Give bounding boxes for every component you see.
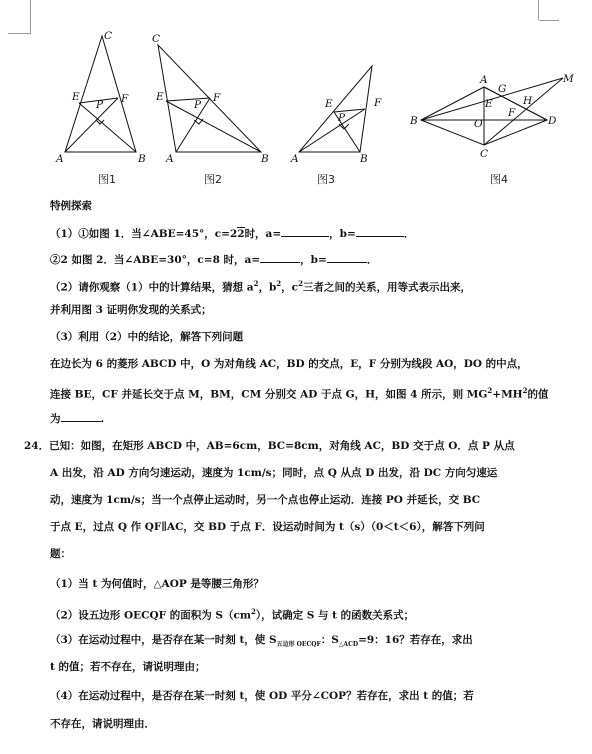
fig3-point-label: A <box>291 153 299 165</box>
question-24-line-5: 题： <box>50 548 71 560</box>
fig4-point-label: C <box>480 148 489 160</box>
figure-4-caption: 图4 <box>490 173 508 186</box>
question-24-line-2: A 出发，沿 AD 方向匀速运动，速度为 1cm/s；同时，点 Q 从点 D 出发，沿 DC 方向匀速运 <box>50 467 498 479</box>
answer-blank[interactable] <box>356 225 404 237</box>
q3-text: 连接 BE，CF 并延长交于点 M，BM，CM 分别交 AD 于点 G，H，如图 4 所示，则 MG <box>50 388 488 401</box>
figure-3-caption: 图3 <box>317 173 335 186</box>
q24-text: （3）在运动过程中，是否存在某一时刻 t，使 S <box>50 634 277 646</box>
fig2-point-label: C <box>152 33 161 45</box>
q3-text: 为 <box>50 413 61 425</box>
fig4-point-label: H <box>523 95 533 107</box>
section-title: 特例探索 <box>50 200 92 212</box>
fig1-point-label: A <box>56 153 64 165</box>
q24-text: （2）设五边形 OECQF 的面积为 S（cm <box>50 609 251 622</box>
question-1-part-2 <box>50 251 377 267</box>
question-24-sub-1: （1）当 t 为何值时，△AOP 是等腰三角形？ <box>50 578 264 590</box>
geometry-figures <box>0 0 592 195</box>
question-24-sub-4-line-2: 不存在，请说明理由． <box>50 718 155 730</box>
q1-2-comma: ，b= <box>300 254 327 266</box>
question-1-part-1 <box>50 225 414 241</box>
question-24-sub-4: （4）在运动过程中，是否存在某一时刻 t，使 OD 平分∠COP？若存在，求出 t 的值；若 <box>50 690 474 702</box>
q2-text: ，b <box>258 281 277 294</box>
q1-1-mid: 时，a= <box>244 228 282 240</box>
fig2-point-label: E <box>156 91 164 103</box>
subscript: △ACD <box>338 641 359 649</box>
q24-text: ：S <box>320 634 339 646</box>
fig4-point-label: B <box>410 115 418 127</box>
fig3-point-label: E <box>325 98 333 110</box>
q1-1-radical: 2 <box>237 228 245 240</box>
superscript: 2 <box>253 279 259 288</box>
fig3-point-label: P <box>338 112 346 124</box>
q1-2-end: ． <box>366 254 378 266</box>
fig3-point-label: F <box>374 97 382 109</box>
q1-1-end: ． <box>403 228 415 240</box>
fig4-point-label: A <box>480 74 488 86</box>
q2-text: ，c <box>281 281 299 294</box>
superscript: 2 <box>250 607 256 616</box>
subscript: 五边形 OECQF <box>276 641 321 649</box>
q2-text: 三者之间的关系，用等式表示出来， <box>302 281 471 294</box>
superscript: 2 <box>522 386 528 395</box>
figure-1-caption: 图1 <box>98 173 116 186</box>
question-24-sub-2 <box>50 605 414 623</box>
figure-2 <box>158 45 261 152</box>
question-3-line-4: 为 . <box>50 410 104 426</box>
fig1-point-label: F <box>121 93 129 105</box>
fig4-point-label: O <box>474 118 483 130</box>
fig2-point-label: P <box>194 99 202 111</box>
fig1-point-label: C <box>104 30 113 42</box>
question-24-sub-3 <box>50 633 473 652</box>
question-number: 24． <box>24 440 50 452</box>
fig1-point-label: E <box>72 91 80 103</box>
q1-1-prefix: （1）①如图 1．当∠ABE=45°，c=2 <box>50 228 238 240</box>
q3-text: 的值 <box>527 388 549 401</box>
figure-2-caption: 图2 <box>204 173 222 186</box>
superscript: 2 <box>276 279 282 288</box>
fig4-point-label: D <box>548 115 557 127</box>
question-3-line-3 <box>50 384 548 402</box>
q1-1-comma: ，b= <box>329 228 356 240</box>
q1-2-prefix: ②2 如图 2．当∠ABE=30°，c=8 时，a= <box>50 254 261 266</box>
q24-text: ），试确定 S 与 t 的函数关系式； <box>255 609 415 622</box>
fig2-point-label: F <box>213 92 221 104</box>
fig4-point-label: M <box>563 73 574 85</box>
answer-blank[interactable] <box>260 251 300 263</box>
q2-text: （2）请你观察（1）中的计算结果，猜想 a <box>50 281 254 294</box>
figure-4 <box>421 78 563 145</box>
superscript: 2 <box>487 386 493 395</box>
question-24-line-3: 动，速度为 1cm/s；当一个点停止运动时，另一个点也停止运动．连接 PO 并延长，交 BC <box>50 494 481 506</box>
question-24-line-1 <box>24 439 515 453</box>
fig2-point-label: A <box>166 153 174 165</box>
q24-text: 已知：如图，在矩形 ABCD 中，AB=6cm，BC=8cm，对角线 AC，BD 交于点 O．点 P 从点 <box>49 440 515 452</box>
fig4-point-label: E <box>485 98 493 110</box>
question-3-line-1: （3）利用（2）中的结论，解答下列问题 <box>50 331 244 343</box>
question-24-sub-3-line-2: t 的值；若不存在，请说明理由； <box>50 661 206 673</box>
answer-blank[interactable] <box>61 410 101 422</box>
figure-3 <box>299 66 372 152</box>
question-2-line-2: 并利用图 3 证明你发现的关系式； <box>50 304 212 316</box>
q24-text: =9：16？若存在，求出 <box>358 634 473 646</box>
fig1-point-label: P <box>96 99 104 111</box>
fig4-point-label: F <box>508 107 516 119</box>
answer-blank[interactable] <box>327 251 367 263</box>
superscript: 2 <box>298 279 303 288</box>
answer-blank[interactable] <box>281 225 329 237</box>
fig1-point-label: B <box>138 153 146 165</box>
question-2-line-1 <box>50 277 471 295</box>
q3-text: +MH <box>492 388 523 401</box>
question-3-line-2: 在边长为 6 的菱形 ABCD 中，O 为对角线 AC，BD 的交点，E，F 分别为线段 AO，DO 的中点， <box>50 358 528 370</box>
fig2-point-label: B <box>261 153 269 165</box>
fig3-point-label: B <box>360 153 368 165</box>
question-24-line-4: 于点 E，过点 Q 作 QF∥AC，交 BD 于点 F．设运动时间为 t（s）（0＜t＜6），解答下列问 <box>50 521 485 533</box>
fig4-point-label: G <box>498 83 507 95</box>
